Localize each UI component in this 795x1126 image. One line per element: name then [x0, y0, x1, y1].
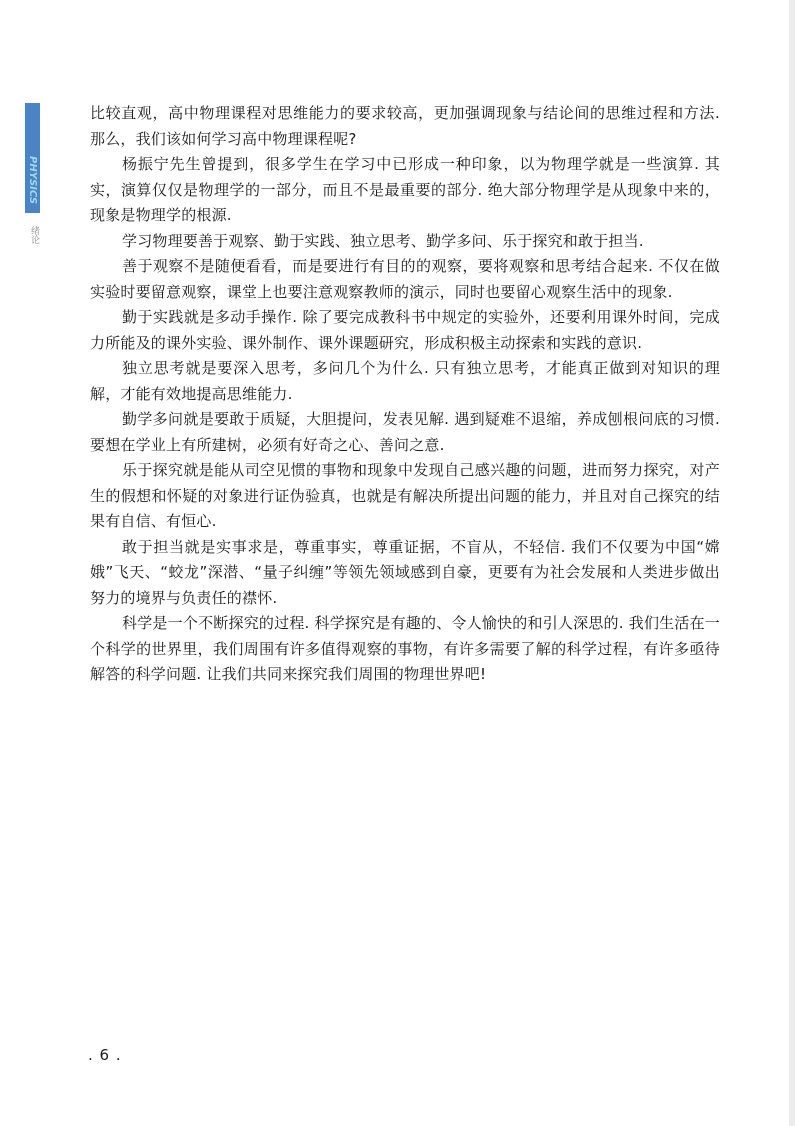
chapter-label: 绪论: [29, 226, 39, 244]
page-number: . 6 .: [88, 1046, 122, 1064]
paragraph: 善于观察不是随便看看，而是要进行有目的的观察，要将观察和思考结合起来. 不仅在做实验时要留意观察，课堂上也要注意观察教师的演示，同时也要留心观察生活中的现象.: [90, 257, 720, 301]
paragraph: 勤于实践就是多动手操作. 除了要完成教科书中规定的实验外，还要利用课外时间，完成力所能及的课外实验、课外制作、课外课题研究，形成积极主动探索和实践的意识.: [90, 308, 720, 352]
paragraph: 敢于担当就是实事求是，尊重事实，尊重证据，不盲从，不轻信. 我们不仅要为中国“嫦娥”飞天、“蛟龙”深潜、“量子纠缠”等领先领域感到自豪，更要有为社会发展和人类进步做出努力的境界与负责任的襟怀.: [90, 537, 720, 607]
paragraph: 勤学多问就是要敢于质疑，大胆提问，发表见解. 遇到疑难不退缩，养成刨根问底的习惯. 要想在学业上有所建树，必须有好奇之心、善问之意.: [90, 410, 720, 454]
paragraph: 乐于探究就是能从司空见惯的事物和现象中发现自己感兴趣的问题，进而努力探究，对产生的假想和怀疑的对象进行证伪验真，也就是有解决所提出问题的能力，并且对自己探究的结果有自信、有恒心.: [90, 461, 720, 530]
paragraph-continuation: 比较直观，高中物理课程对思维能力的要求较高，更加强调现象与结论间的思维过程和方法. 那么，我们该如何学习高中物理课程呢?: [90, 104, 720, 148]
paragraph: 学习物理要善于观察、勤于实践、独立思考、勤学多问、乐于探究和敢于担当.: [122, 231, 644, 250]
paragraph: 独立思考就是要深入思考，多问几个为什么. 只有独立思考，才能真正做到对知识的理解，才能有效地提高思维能力.: [90, 359, 720, 403]
paragraph: 杨振宁先生曾提到，很多学生在学习中已形成一种印象，以为物理学就是一些演算. 其实，演算仅仅是物理学的一部分，而且不是最重要的部分. 绝大部分物理学是从现象中来的，现象是物理学的根源.: [90, 155, 720, 224]
body-text: [90, 101, 720, 688]
physics-tab-label: [25, 156, 40, 171]
paragraph: 科学是一个不断探究的过程. 科学探究是有趣的、令人愉快的和引人深思的. 我们生活在一个科学的世界里，我们周围有许多值得观察的事物，有许多需要了解的科学过程，有许多亟待解答的科学问题. 让我们共同来探究我们周围的物理世界吧!: [90, 614, 720, 683]
page-edge-strip: [789, 0, 795, 1126]
